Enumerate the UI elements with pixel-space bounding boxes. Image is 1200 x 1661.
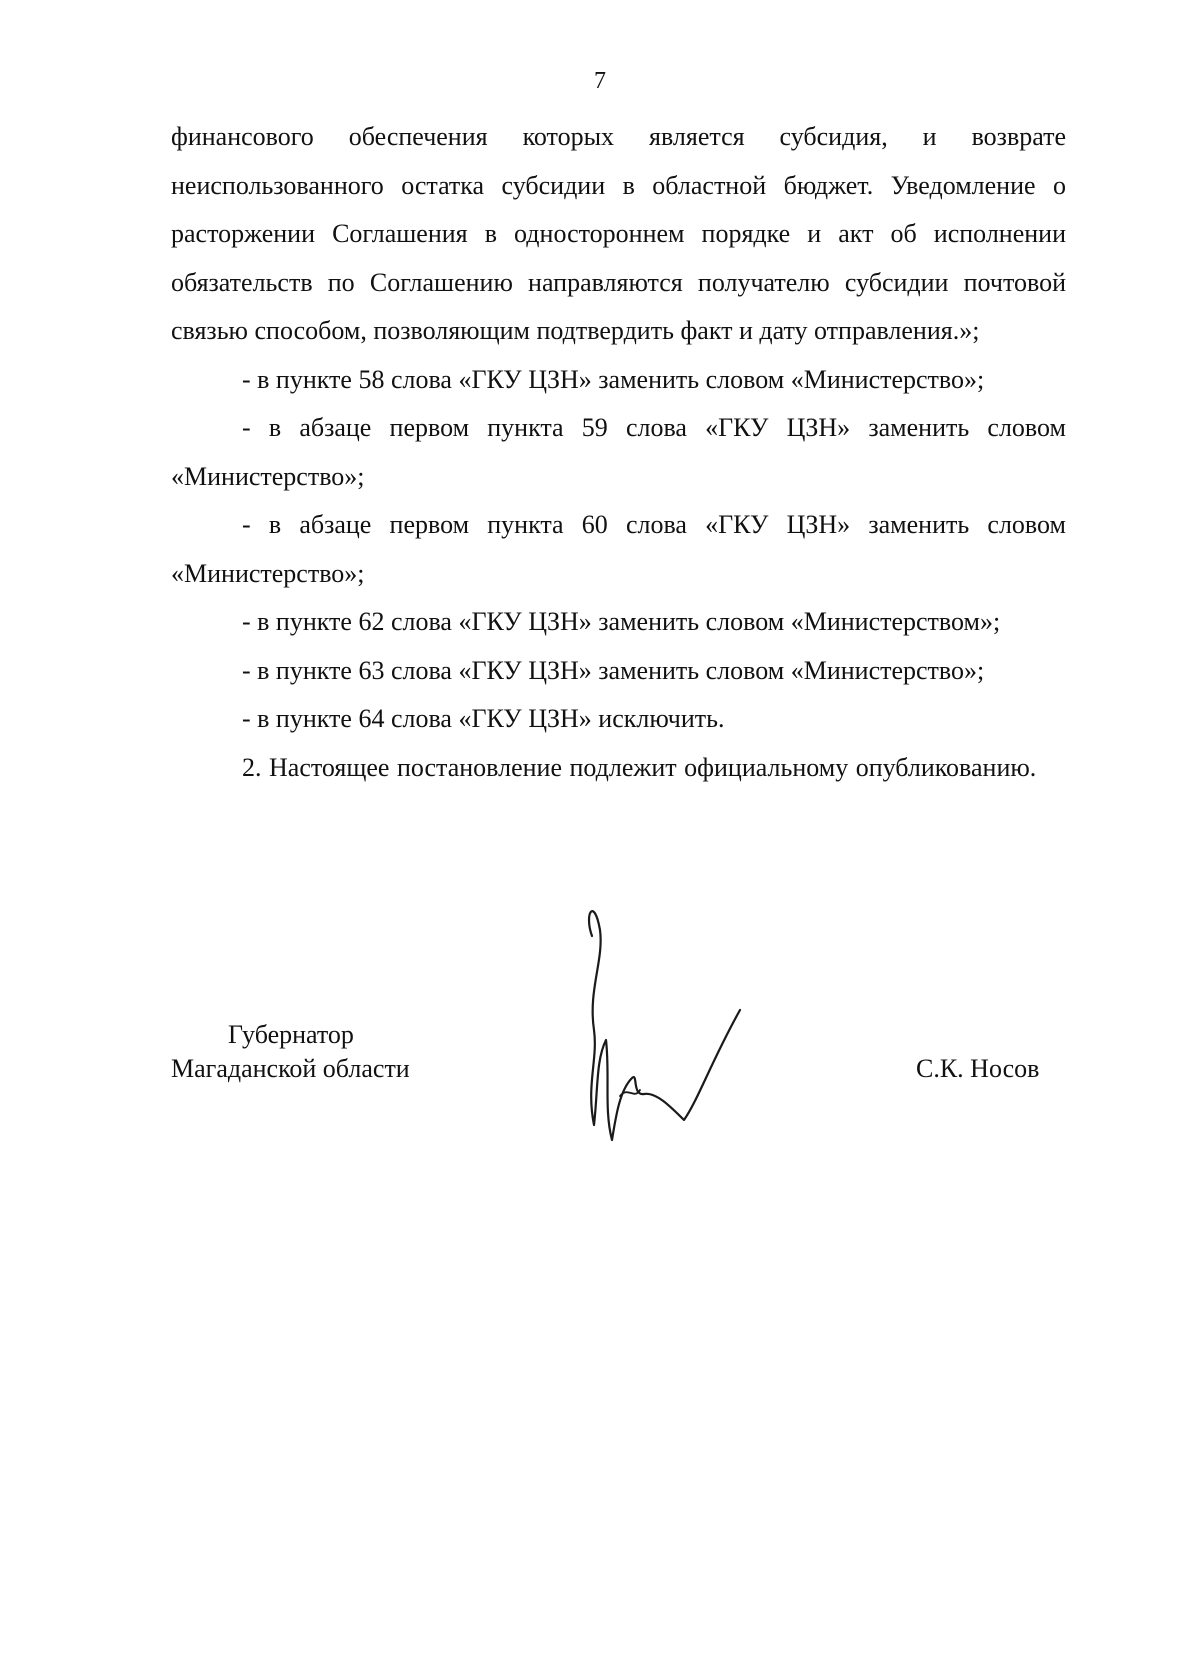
amendment-item-58: - в пункте 58 слова «ГКУ ЦЗН» заменить словом «Министерство»;	[242, 364, 985, 394]
signatory-title-line1: Губернатор	[228, 1020, 354, 1049]
document-body	[171, 113, 1066, 792]
publication-clause: 2. Настоящее постановление подлежит официальному опубликованию.	[242, 752, 1037, 782]
signer-name: С.К. Носов	[916, 1054, 1040, 1083]
signatory-title	[171, 1018, 410, 1086]
handwritten-signature	[580, 900, 780, 1160]
page-number: 7	[594, 68, 606, 94]
amendment-item-62: - в пункте 62 слова «ГКУ ЦЗН» заменить словом «Министерством»;	[242, 607, 1001, 636]
amendment-item-60: - в абзаце первом пункта 60 слова «ГКУ ЦЗН» заменить словом «Министерство»;	[171, 510, 1066, 588]
paragraph-continuation: финансового обеспечения которых является субсидия, и возврате неиспользованного остатка субсидии в областной бюджет. Уведомление о расторжении Соглашения в одностороннем порядке и акт об исполнении обязательств по Соглашению направляются получателю субсидии почтовой связью способом, позволяющим подтвердить факт и дату отправления.»;	[171, 122, 1066, 345]
amendment-item-59: - в абзаце первом пункта 59 слова «ГКУ ЦЗН» заменить словом «Министерство»;	[171, 413, 1066, 491]
amendment-item-64: - в пункте 64 слова «ГКУ ЦЗН» исключить.	[242, 704, 725, 733]
amendment-item-63: - в пункте 63 слова «ГКУ ЦЗН» заменить словом «Министерство»;	[242, 655, 985, 685]
signatory-title-line2: Магаданской области	[171, 1054, 410, 1083]
